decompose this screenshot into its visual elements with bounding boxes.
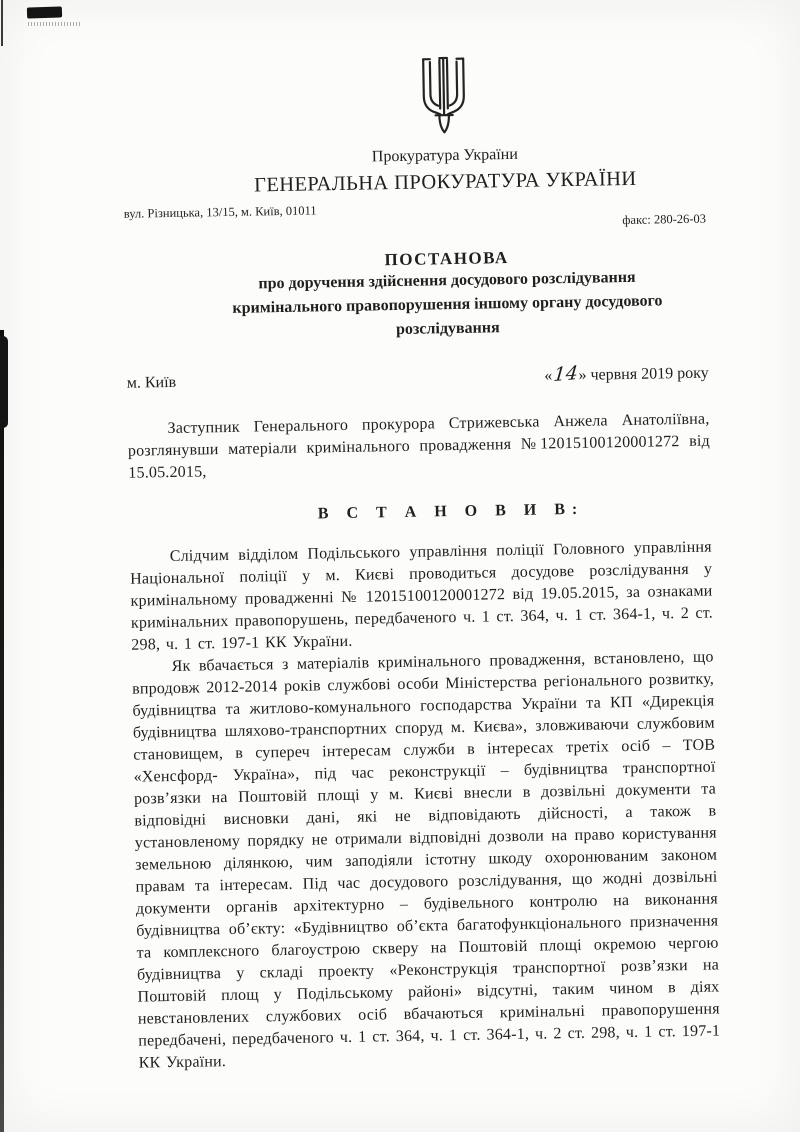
- org-name-large: ГЕНЕРАЛЬНА ПРОКУРАТУРА УКРАЇНИ: [253, 167, 637, 197]
- body-paragraph-1: Слідчим відділом Подільського управління поліції Головного управління Національної поліції у м. Києві проводиться досудове розслідування у кримінальному провадженні № 12015100120001272 від 19.05.2015, за ознаками кримінальних правопорушень, передбаченого ч. 1 ст. 364, ч. 1 ст. 364-1, ч. 2 ст. 298, ч. 1 ст. 197-1 КК України.: [130, 538, 714, 654]
- body-paragraph-2: Як вбачається з матеріалів кримінального провадження, встановлено, що впродовж 2012-2014 років службові особи Міністерства регіонального розвитку, будівництва та житлово-комунального господарства України та КП «Дирекція будівництва шляхово-транспортних споруд м. Києва», зловживаючи службовим становищем, в супереч інтересам служби в інтересах третіх осіб – ТОВ «Хенсфорд- Україна», під час реконструкції – будівництва транспортної розв’язки на Поштовій площі у м. Києві внесли в дозвільні документи та відповідні висновки дані, які не відповідають дійсності, а також в установленому порядку не отримали відповідні дозволи на право користування земельною ділянкою, чим заподіяли істотну шкоду охоронюваним законом правам та інтересам. Під час досудового розслідування, що жодні дозвільні документи органів архітектурно – будівельного контролю на виконання будівництва об’єкту: «Будівництво об’єкта багатофункціонального призначення та комплексного благоустрою скверу на Поштовій площі окремою чергою будівництва у складі проекту «Реконструкція транспортної розв’язки на Поштовій площ у Подільському районі» відсутні, таким чином в діях невстановлених службових осіб вбачаються кримінальні правопорушення передбачені, передбаченого ч. 1 ст. 364, ч. 1 ст. 364-1, ч. 2 ст. 298, ч. 1 ст. 197-1 КК України.: [131, 648, 721, 1072]
- document-subtitle-1: про доручення здійснення досудового розслідування: [258, 268, 636, 293]
- date-line: [544, 361, 709, 386]
- address-line: вул. Різницька, 13/15, м. Київ, 01011: [123, 203, 317, 221]
- tryzub-emblem-icon: [121, 51, 704, 146]
- established-heading: В С Т А Н О В И В:: [317, 500, 585, 523]
- document-subtitle-2: кримінального правопорушення іншому органу досудового розслідування: [232, 292, 663, 339]
- date-close-quote: »: [578, 366, 587, 384]
- dateline: [127, 361, 709, 393]
- document-title: ПОСТАНОВА: [384, 248, 509, 270]
- place-label: м. Київ: [126, 373, 177, 392]
- document-body: [130, 537, 721, 1075]
- org-name-small: Прокуратура України: [371, 145, 518, 166]
- date-text: червня 2019 року: [586, 364, 709, 384]
- intro-paragraph: Заступник Генерального прокурора Стрижевська Анжела Анатоліївна, розглянувши матеріали кримінального провадження №12015100120001272 від 15.05.2015,: [127, 410, 711, 482]
- handwritten-day: 14: [552, 362, 579, 387]
- fax-line: факс: 280-26-03: [622, 211, 707, 228]
- date-open-quote: «: [544, 367, 553, 385]
